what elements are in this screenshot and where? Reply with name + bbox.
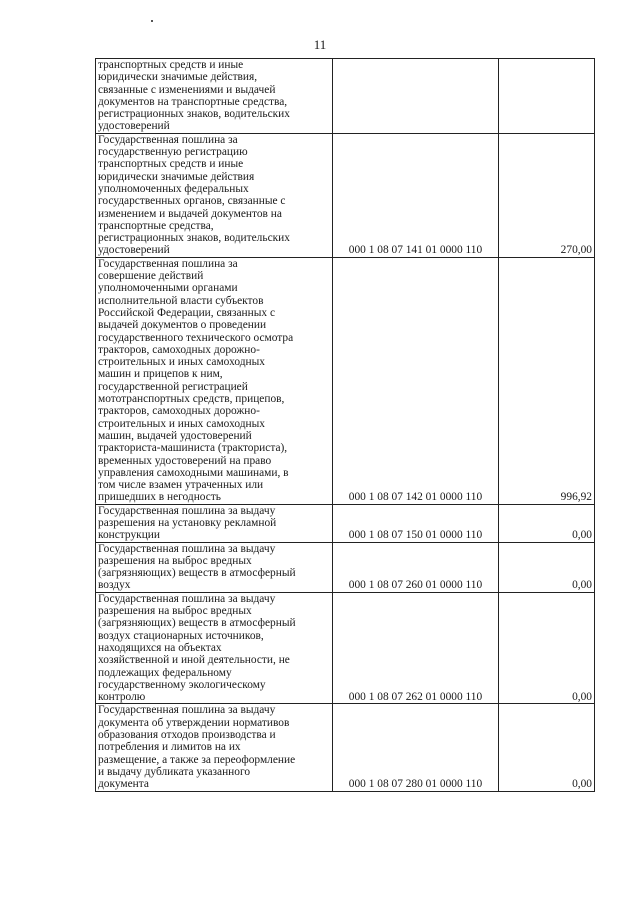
revenue-name-line: уполномоченными органами <box>98 282 238 295</box>
revenue-name-line: Государственная пошлина за выдачу <box>98 704 276 717</box>
budget-code-cell: 000 1 08 07 150 01 0000 110 <box>333 504 499 542</box>
revenue-name-line: регистрационных знаков, водительских <box>98 232 290 245</box>
table-row <box>96 257 595 504</box>
table-row <box>96 504 595 542</box>
revenue-name-line: совершение действий <box>98 270 204 283</box>
revenue-name-line: Государственная пошлина за <box>98 133 238 146</box>
revenue-name-line: подлежащих федеральному <box>98 666 232 679</box>
revenue-name-line: находящихся на объектах <box>98 641 222 654</box>
revenue-name-line: тракториста-машиниста (тракториста), <box>98 442 288 455</box>
amount-cell: 0,00 <box>499 704 595 791</box>
revenue-name-line: тракторов, самоходных дорожно- <box>98 405 260 418</box>
revenue-name-line: Государственная пошлина за выдачу <box>98 542 276 555</box>
revenue-name-line: хозяйственной и иной деятельности, не <box>98 654 290 667</box>
amount-cell: 0,00 <box>499 542 595 592</box>
revenue-name-line: машин и прицепов к ним, <box>98 368 223 381</box>
revenue-name-line: (загрязняющих) веществ в атмосферный <box>98 567 296 580</box>
revenue-table-body <box>96 59 595 792</box>
revenue-name-line: связанные с изменениями и выдачей <box>98 83 276 96</box>
budget-code-cell: 000 1 08 07 142 01 0000 110 <box>333 257 499 504</box>
amount-cell: 0,00 <box>499 592 595 704</box>
revenue-table <box>95 58 595 792</box>
revenue-name-line: документа об утверждении нормативов <box>98 716 290 729</box>
revenue-name-line: мототранспортных средств, прицепов, <box>98 393 285 406</box>
revenue-name-line: выдачей документов о проведении <box>98 319 267 332</box>
revenue-name-line: временных удостоверений на право <box>98 454 272 467</box>
revenue-name-line: разрешения на установку рекламной <box>98 516 277 529</box>
revenue-name-line: контролю <box>98 691 146 704</box>
revenue-name-line: Государственная пошлина за <box>98 257 238 270</box>
revenue-name-line: государственного технического осмотра <box>98 331 294 344</box>
revenue-name-line: изменением и выдачей документов на <box>98 207 282 220</box>
table-row <box>96 592 595 704</box>
revenue-name-line: Российской Федерации, связанных с <box>98 306 275 319</box>
revenue-name-line: уполномоченных федеральных <box>98 182 249 195</box>
revenue-name-line: воздух стационарных источников, <box>98 629 264 642</box>
revenue-name-cell <box>96 542 333 592</box>
revenue-name-line: тракторов, самоходных дорожно- <box>98 343 260 356</box>
revenue-name-line: (загрязняющих) веществ в атмосферный <box>98 617 296 630</box>
revenue-name-line: транспортных средств и иные <box>98 158 244 171</box>
revenue-name-cell <box>96 592 333 704</box>
revenue-name-line: государственной регистрацией <box>98 380 248 393</box>
amount-cell: 270,00 <box>499 133 595 257</box>
revenue-name-line: документов на транспортные средства, <box>98 95 288 108</box>
revenue-name-line: удостоверений <box>98 244 170 257</box>
revenue-name-line: разрешения на выброс вредных <box>98 605 252 618</box>
budget-code-cell <box>333 59 499 134</box>
revenue-name-line: Государственная пошлина за выдачу <box>98 504 276 517</box>
table-row <box>96 542 595 592</box>
amount-cell <box>499 59 595 134</box>
revenue-name-line: и выдачу дубликата указанного <box>98 765 251 778</box>
revenue-name-line: разрешения на выброс вредных <box>98 554 252 567</box>
revenue-name-line: потребления и лимитов на их <box>98 741 241 754</box>
amount-cell: 0,00 <box>499 504 595 542</box>
revenue-name-line: исполнительной власти субъектов <box>98 294 264 307</box>
budget-code-cell: 000 1 08 07 280 01 0000 110 <box>333 704 499 791</box>
revenue-name-line: регистрационных знаков, водительских <box>98 108 290 121</box>
revenue-name-line: строительных и иных самоходных <box>98 356 265 369</box>
table-row <box>96 704 595 791</box>
revenue-name-line: юридически значимые действия, <box>98 71 258 84</box>
amount-cell: 996,92 <box>499 257 595 504</box>
revenue-name-line: транспортные средства, <box>98 219 214 232</box>
table-row <box>96 59 595 134</box>
revenue-name-line: машин, выдачей удостоверений <box>98 429 252 442</box>
budget-code-cell: 000 1 08 07 260 01 0000 110 <box>333 542 499 592</box>
budget-code-cell: 000 1 08 07 141 01 0000 110 <box>333 133 499 257</box>
revenue-name-line: размещение, а также за переоформление <box>98 753 296 766</box>
scan-speck <box>151 20 153 22</box>
revenue-name-line: государственную регистрацию <box>98 146 248 159</box>
revenue-name-line: Государственная пошлина за выдачу <box>98 592 276 605</box>
revenue-name-line: управления самоходными машинами, в <box>98 466 289 479</box>
page-number: 11 <box>313 37 327 52</box>
revenue-name-line: удостоверений <box>98 120 170 133</box>
revenue-name-cell <box>96 257 333 504</box>
revenue-name-line: транспортных средств и иные <box>98 59 244 71</box>
revenue-name-line: документа <box>98 778 149 791</box>
revenue-name-cell <box>96 704 333 791</box>
revenue-name-line: юридически значимые действия <box>98 170 255 183</box>
budget-code-cell: 000 1 08 07 262 01 0000 110 <box>333 592 499 704</box>
revenue-name-cell <box>96 133 333 257</box>
revenue-name-line: том числе взамен утраченных или <box>98 479 264 492</box>
revenue-name-line: конструкции <box>98 529 160 542</box>
table-row <box>96 133 595 257</box>
revenue-name-cell <box>96 59 333 134</box>
revenue-name-line: воздух <box>98 579 131 592</box>
revenue-name-line: государственному экологическому <box>98 678 266 691</box>
revenue-name-line: государственных органов, связанные с <box>98 195 286 208</box>
revenue-name-line: строительных и иных самоходных <box>98 417 265 430</box>
revenue-name-line: пришедших в негодность <box>98 491 221 504</box>
revenue-name-cell <box>96 504 333 542</box>
revenue-name-line: образования отходов производства и <box>98 729 276 742</box>
